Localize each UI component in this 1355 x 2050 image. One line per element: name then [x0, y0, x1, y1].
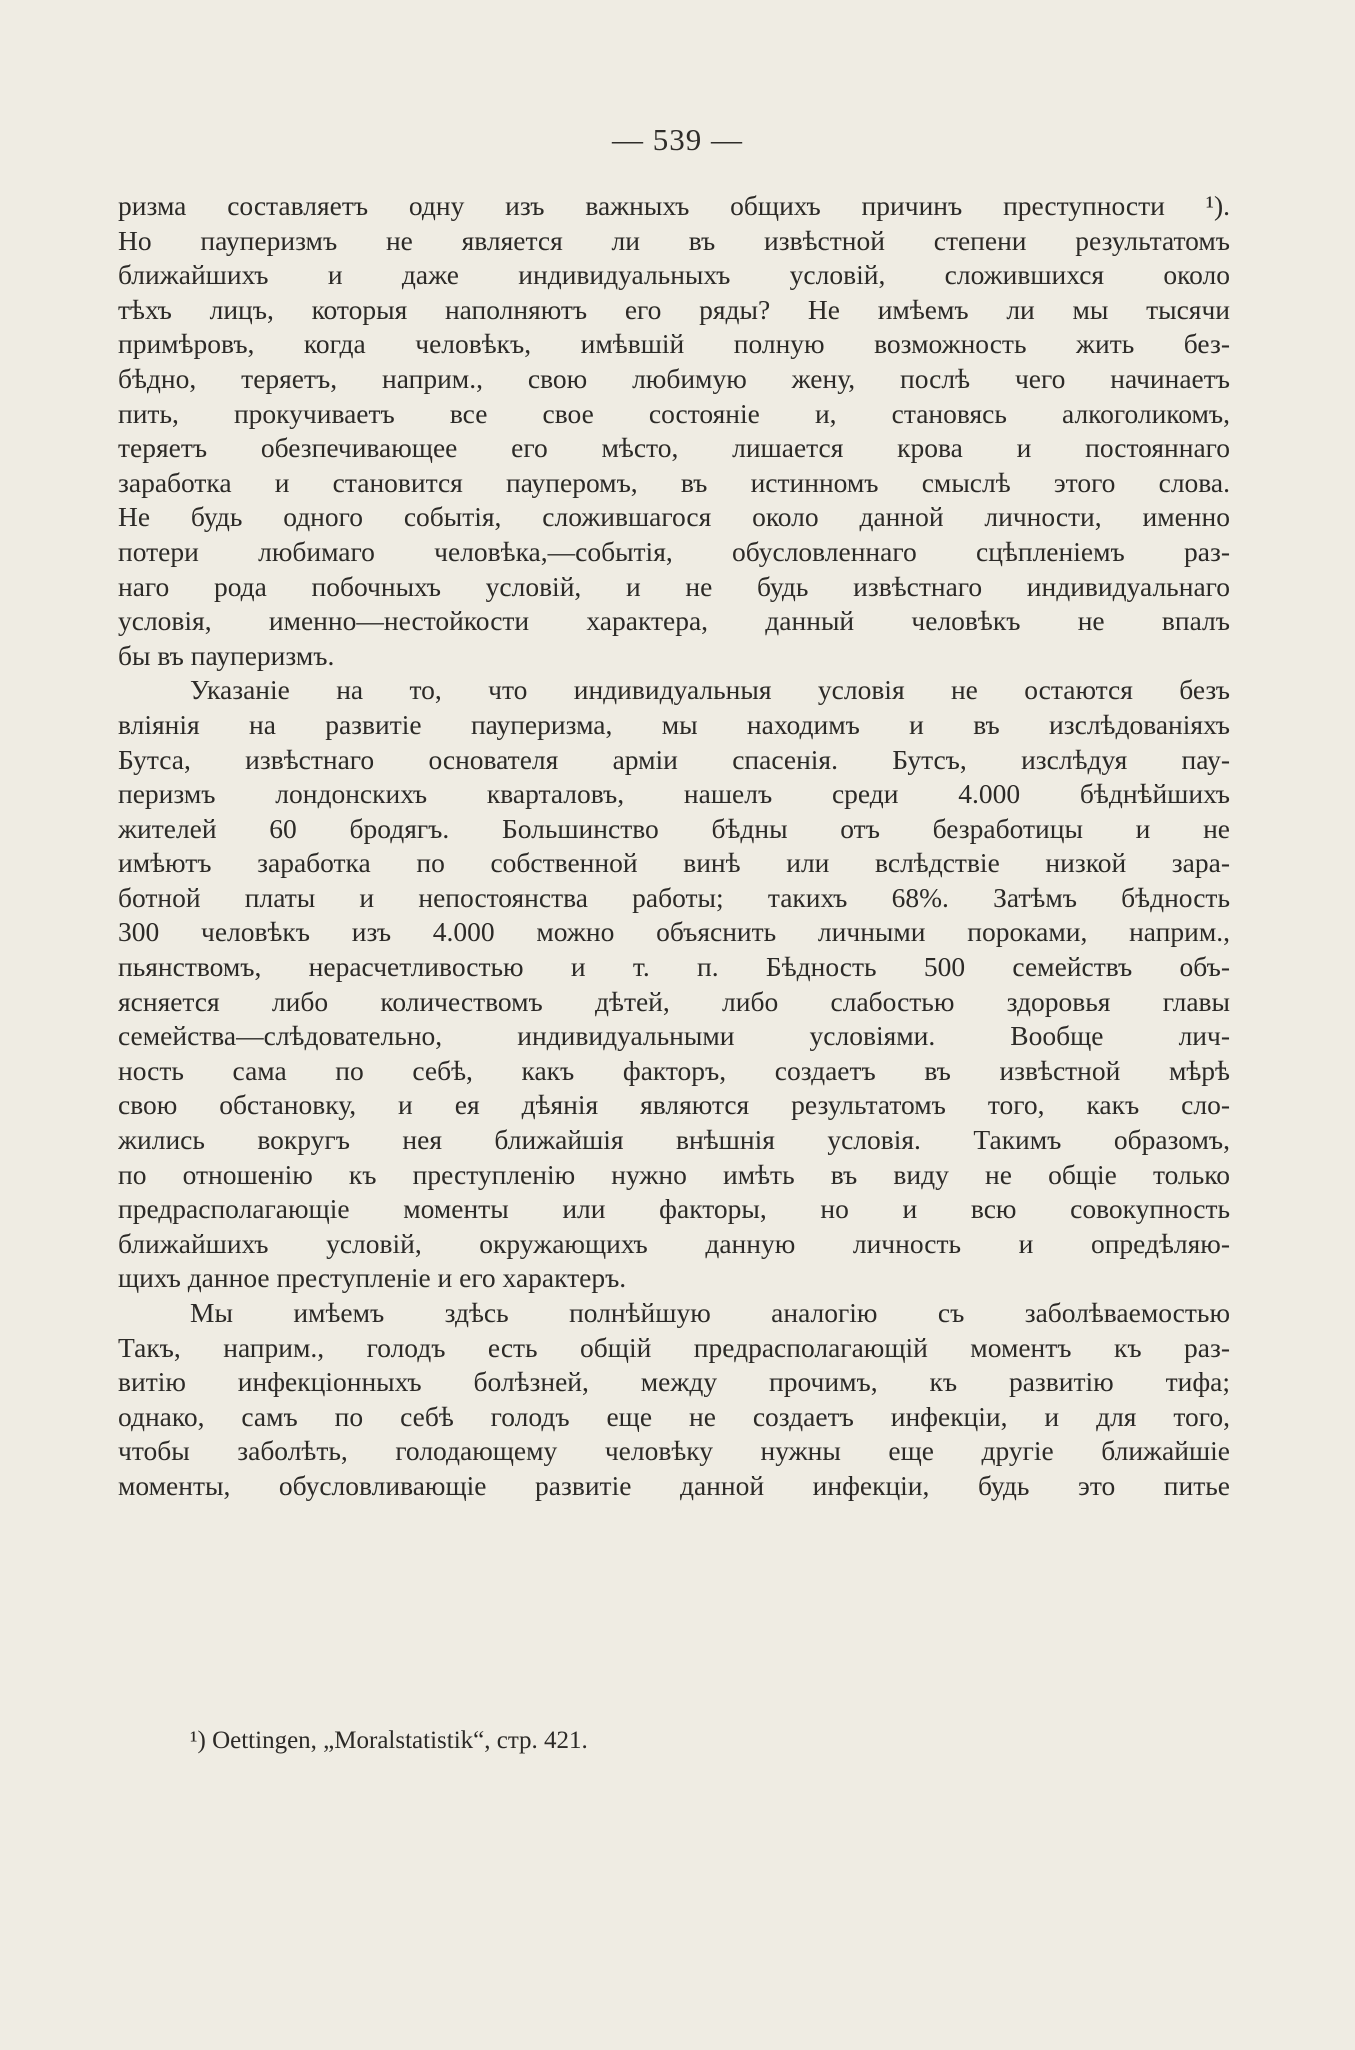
footnote — [190, 1727, 588, 1755]
text-line: ность сама по себѣ, какъ факторъ, создаетъ въ извѣстной мѣрѣ — [118, 1054, 1230, 1086]
text-line: предрасполагающіе моменты или факторы, но и всю совокупность — [118, 1193, 1230, 1225]
text-line: Такъ, наприм., голодъ есть общій предрасполагающій моментъ къ раз- — [118, 1331, 1230, 1363]
text-line: тѣхъ лицъ, которыя наполняютъ его ряды? Не имѣемъ ли мы тысячи — [118, 293, 1230, 325]
text-line: перизмъ лондонскихъ кварталовъ, нашелъ среди 4.000 бѣднѣйшихъ — [118, 778, 1230, 810]
footnote-text: Oettingen, „Moralstatistik“, стр. 421. — [205, 1727, 588, 1754]
text-line: ближайшихъ условій, окружающихъ данную личность и опредѣляю- — [118, 1227, 1230, 1259]
text-line: заработка и становится пауперомъ, въ истинномъ смыслѣ этого слова. — [118, 466, 1230, 498]
page-number: — 539 — — [612, 122, 743, 157]
text-line: витію инфекціонныхъ болѣзней, между прочимъ, къ развитію тифа; — [118, 1366, 1230, 1398]
text-line: однако, самъ по себѣ голодъ еще не создаетъ инфекціи, и для того, — [118, 1400, 1230, 1432]
text-line: бѣдно, теряетъ, наприм., свою любимую жену, послѣ чего начинаетъ — [118, 362, 1230, 394]
text-line: жителей 60 бродягъ. Большинство бѣдны отъ безработицы и не — [118, 812, 1230, 844]
text-line: по отношенію къ преступленію нужно имѣть въ виду не общіе только — [118, 1158, 1230, 1190]
text-line: ближайшихъ и даже индивидуальныхъ условій, сложившихся около — [118, 259, 1230, 291]
text-line: примѣровъ, когда человѣкъ, имѣвшій полную возможность жить без- — [118, 328, 1230, 360]
text-line: моменты, обусловливающіе развитіе данной инфекціи, будь это питье — [118, 1469, 1230, 1501]
text-line: условія, именно—нестойкости характера, данный человѣкъ не впалъ — [118, 605, 1230, 637]
text-line: Указаніе на то, что индивидуальныя условія не остаются безъ — [190, 674, 1230, 706]
text-line: пьянствомъ, нерасчетливостью и т. п. Бѣдность 500 семействъ объ- — [118, 951, 1230, 983]
text-line: чтобы заболѣть, голодающему человѣку нужны еще другіе ближайшіе — [118, 1435, 1230, 1467]
text-line: вліянія на развитіе пауперизма, мы находимъ и въ изслѣдованіяхъ — [118, 708, 1230, 740]
text-line: жились вокругъ нея ближайшія внѣшнія условія. Такимъ образомъ, — [118, 1124, 1230, 1156]
body-text — [118, 189, 1230, 1504]
text-line: 300 человѣкъ изъ 4.000 можно объяснить личными пороками, наприм., — [118, 916, 1230, 948]
text-line: потери любимаго человѣка,—событія, обусловленнаго сцѣпленіемъ раз- — [118, 535, 1230, 567]
text-line: Бутса, извѣстнаго основателя арміи спасенія. Бутсъ, изслѣдуя пау- — [118, 743, 1230, 775]
text-line: Но пауперизмъ не является ли въ извѣстной степени результатомъ — [118, 224, 1230, 256]
text-line: ботной платы и непостоянства работы; такихъ 68%. Затѣмъ бѣдность — [118, 881, 1230, 913]
text-line: ризма составляетъ одну изъ важныхъ общихъ причинъ преступности ¹). — [118, 190, 1230, 221]
text-line: Не будь одного событія, сложившагося около данной личности, именно — [118, 501, 1230, 533]
text-line: имѣютъ заработка по собственной винѣ или вслѣдствіе низкой зара- — [118, 847, 1230, 879]
text-line: бы въ пауперизмъ. — [118, 639, 335, 671]
text-line: Мы имѣемъ здѣсь полнѣйшую аналогію съ заболѣваемостью — [190, 1297, 1230, 1328]
text-line: теряетъ обезпечивающее его мѣсто, лишается крова и постояннаго — [118, 432, 1230, 464]
text-line: свою обстановку, и ея дѣянія являются результатомъ того, какъ сло- — [118, 1089, 1230, 1121]
text-line: семейства—слѣдовательно, индивидуальными условіями. Вообще лич- — [118, 1020, 1230, 1052]
text-line: наго рода побочныхъ условій, и не будь извѣстнаго индивидуальнаго — [118, 570, 1230, 602]
text-line: пить, прокучиваетъ все свое состояніе и, становясь алкоголикомъ, — [118, 397, 1230, 429]
text-line: ясняется либо количествомъ дѣтей, либо слабостью здоровья главы — [118, 985, 1230, 1017]
footnote-marker: ¹) — [190, 1727, 206, 1754]
text-line: щихъ данное преступленіе и его характеръ. — [118, 1262, 627, 1294]
